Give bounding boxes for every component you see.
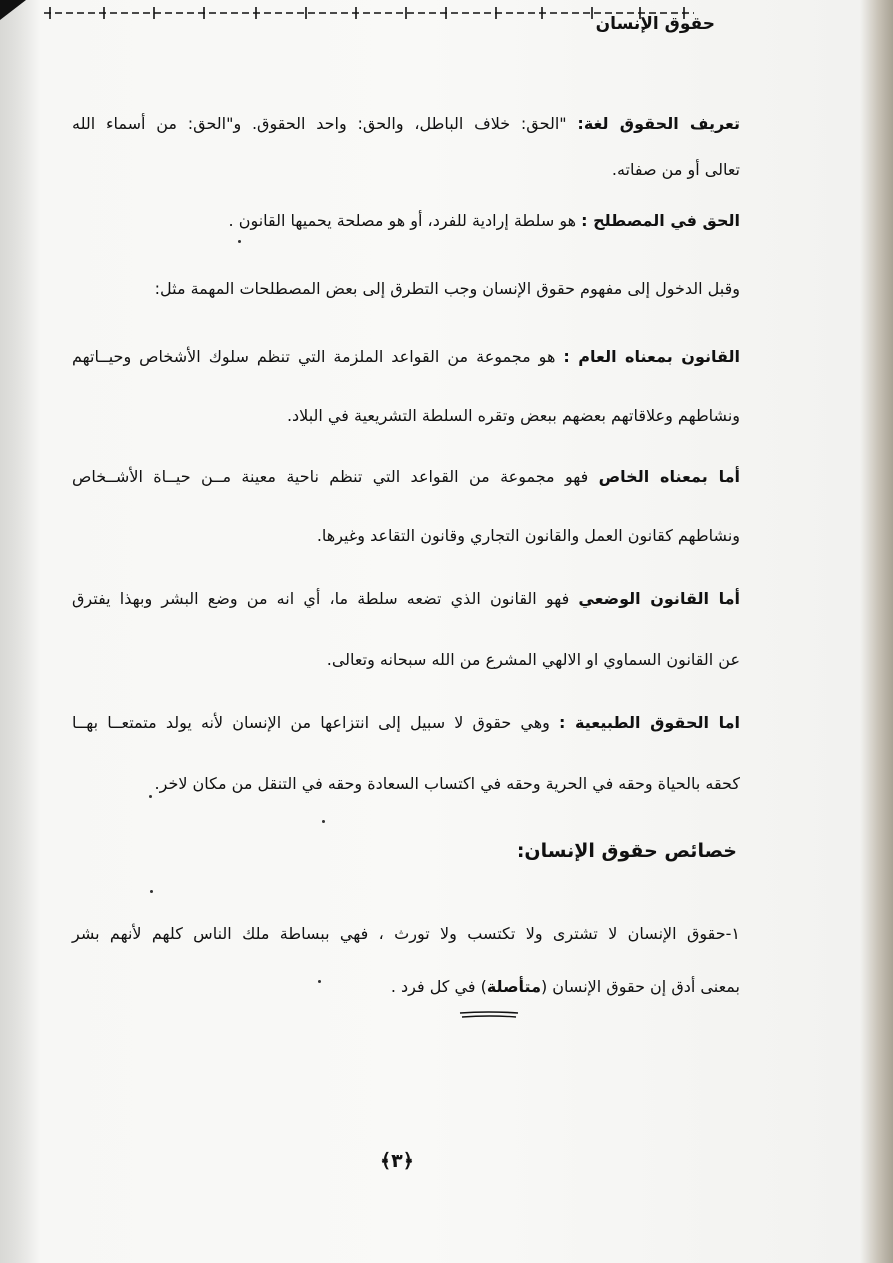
scan-speck <box>318 980 321 983</box>
law-general-line1 <box>72 345 740 369</box>
law-specific-label: أما بمعناه الخاص <box>598 467 741 486</box>
page-shadow <box>0 0 40 1263</box>
scan-speck <box>149 795 152 798</box>
law-general-label: القانون بمعناه العام : <box>563 347 741 366</box>
positive-law-label: أما القانون الوضعي <box>578 589 741 608</box>
positive-law-text: فهو القانون الذي تضعه سلطة ما، أي انه من وضع البشر وبهذا يفترق <box>72 589 570 608</box>
law-specific-text: فهو مجموعة من القواعد التي تنظم ناحية معينة مــن حيــاة الأشــخاص <box>72 467 589 486</box>
handwritten-underline <box>458 1010 520 1020</box>
item1-line2-after: ) في كل فرد . <box>390 977 487 996</box>
section-heading: خصائص حقوق الإنسان: <box>516 840 737 862</box>
def-lang-line1 <box>72 112 740 136</box>
page-number: ﴾٣﴿ <box>380 1150 414 1172</box>
law-general-line2: ونشاطهم وعلاقاتهم بعضهم ببعض وتقره السلطة التشريعية في البلاد. <box>286 406 740 425</box>
law-specific-line1 <box>72 465 740 489</box>
intro-line: وقبل الدخول إلى مفهوم حقوق الإنسان وجب التطرق إلى بعض المصطلحات المهمة مثل: <box>154 279 740 298</box>
def-term-label: الحق في المصطلح : <box>581 211 740 230</box>
def-term-text: هو سلطة إرادية للفرد، أو هو مصلحة يحميها القانون . <box>228 211 577 230</box>
item1-line1: ١-حقوق الإنسان لا تشترى ولا تكتسب ولا تورث ، فهي ببساطة ملك الناس كلهم لأنهم بشر <box>72 924 740 943</box>
natural-rights-line1 <box>72 711 740 735</box>
scan-speck <box>150 890 153 893</box>
def-lang-label: تعريف الحقوق لغة: <box>577 114 740 133</box>
law-general-text: هو مجموعة من القواعد الملزمة التي تنظم سلوك الأشخاص وحيــاتهم <box>72 347 556 366</box>
positive-law-line1 <box>72 587 740 611</box>
item1-underlined-word: متأصلة <box>486 977 541 996</box>
natural-rights-label: اما الحقوق الطبيعية : <box>559 713 740 732</box>
def-lang-line2: تعالى أو من صفاته. <box>611 160 740 179</box>
natural-rights-text: وهي حقوق لا سبيل إلى انتزاعها من الإنسان لأنه يولد متمتعــا بهــا <box>72 713 550 732</box>
def-lang-text: "الحق: خلاف الباطل، والحق: واحد الحقوق. و"الحق: من أسماء الله <box>72 114 567 133</box>
item1-line2-before: بمعنى أدق إن حقوق الإنسان ( <box>540 977 740 996</box>
scan-speck <box>238 240 241 243</box>
natural-rights-line2: كحقه بالحياة وحقه في الحرية وحقه في اكتساب السعادة وحقه في التنقل من مكان لاخر. <box>154 774 740 793</box>
header-title: حقوق الإنسان <box>595 14 715 34</box>
def-term-line <box>229 209 740 233</box>
law-specific-line2: ونشاطهم كقانون العمل والقانون التجاري وقانون التقاعد وغيرها. <box>316 526 740 545</box>
scan-speck <box>322 820 325 823</box>
positive-law-line2: عن القانون السماوي او الالهي المشرع من الله سبحانه وتعالى. <box>326 650 740 669</box>
item1-line2 <box>391 975 740 999</box>
